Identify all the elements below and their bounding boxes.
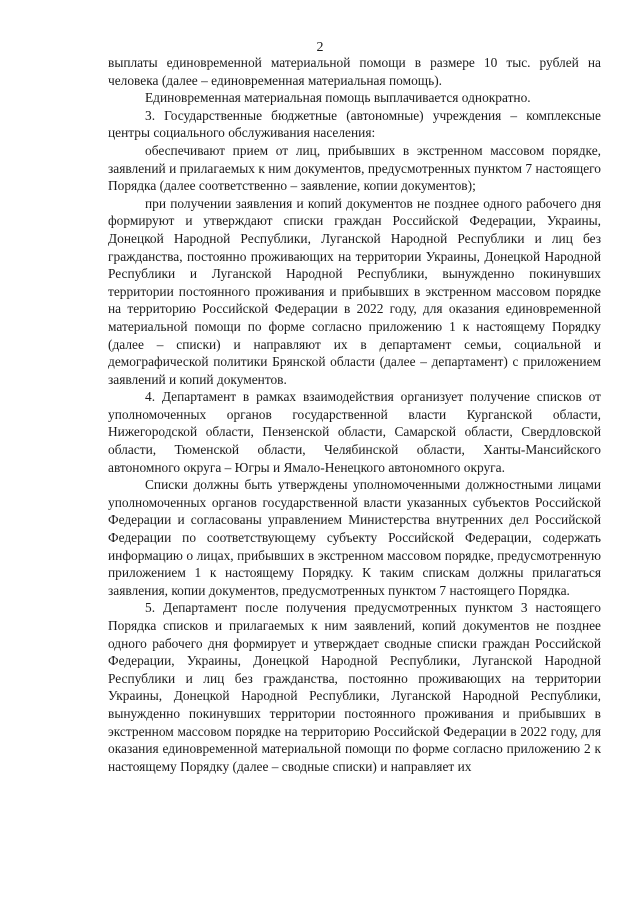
paragraph-item-4: 4. Департамент в рамках взаимодействия организует получение списков от уполномоченных органов государственной власти Курганской области, Нижегородской области, Пензенской области, Самарской области, Свердловской области, Тюменской области, Челябинской области, Ханты-Мансийского автономного округа – Югры и Ямало-Ненецкого автономного округа. <box>108 389 601 475</box>
paragraph-item-5: 5. Департамент после получения предусмотренных пунктом 3 настоящего Порядка списков и прилагаемых к ним заявлений, копий документов не позднее одного рабочего дня формирует и утверждает сводные списки граждан Российской Федерации, Украины, Донецкой Народной Республики, Луганской Народной Республики и лиц без гражданства, постоянно проживающих на территории Украины, Донецкой Народной Республики, Луганской Народной Республики, вынужденно покинувших территории постоянного проживания и прибывших в экстренном массовом порядке на территорию Российской Федерации в 2022 году, для оказания единовременной материальной помощи по форме согласно приложению 2 к настоящему Порядку (далее – сводные списки) и направляет их <box>108 600 601 774</box>
paragraph-item-3-intake: обеспечивают прием от лиц, прибывших в экстренном массовом порядке, заявлений и прилагаемых к ним документов, предусмотренных пунктом 7 настоящего Порядка (далее соответственно – заявление, копии документов); <box>108 142 601 194</box>
page-number: 2 <box>316 40 324 55</box>
paragraph-one-time-payment: Единовременная материальная помощь выплачивается однократно. <box>145 90 531 106</box>
paragraph-item-3: 3. Государственные бюджетные (автономные) учреждения – комплексные центры социального обслуживания населения: <box>108 107 601 141</box>
paragraph-continuation: выплаты единовременной материальной помощи в размере 10 тыс. рублей на человека (далее – единовременная материальная помощь). <box>108 55 601 88</box>
paragraph-item-4-approval: Списки должны быть утверждены уполномоченными должностными лицами уполномоченных органов государственной власти указанных субъектов Российской Федерации и согласованы управлением Министерства внутренних дел Российской Федерации по соответствующему субъекту Российской Федерации, содержать информацию о лицах, прибывших в экстренном массовом порядке, предусмотренную приложением 1 к настоящему Порядку. К таким спискам должны прилагаться заявления, копии документов, предусмотренных пунктом 7 настоящего Порядка. <box>108 477 601 598</box>
document-body <box>108 54 601 775</box>
paragraph-item-3-lists: при получении заявления и копий документов не позднее одного рабочего дня формируют и утверждают списки граждан Российской Федерации, Украины, Донецкой Народной Республики, Луганской Народной Республики и лиц без гражданства, постоянно проживающих на территории Украины, Донецкой Народной Республики и Луганской Народной Республики, вынужденно покинувших территории постоянного проживания и прибывших в экстренном массовом порядке на территорию Российской Федерации в 2022 году, для оказания единовременной материальной помощи по форме согласно приложению 1 к настоящему Порядку (далее – списки) и направляют их в департамент семьи, социальной и демографической политики Брянской области (далее – департамент) с приложением заявлений и копий документов. <box>108 195 601 387</box>
